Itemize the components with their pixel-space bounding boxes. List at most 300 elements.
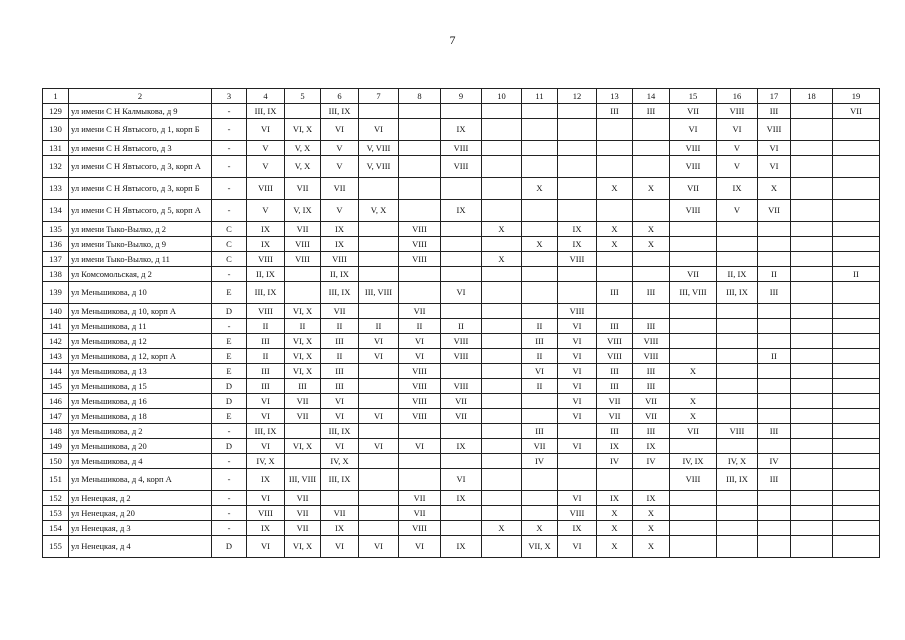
table-cell: III, VIII: [670, 282, 717, 304]
table-cell: [717, 222, 758, 237]
table-cell: III, IX: [321, 469, 359, 491]
table-cell: VIII: [597, 334, 633, 349]
table-cell: [633, 200, 670, 222]
table-cell: [833, 454, 880, 469]
col-header: 16: [717, 89, 758, 104]
table-cell: VI, X: [285, 439, 321, 454]
table-cell: [833, 178, 880, 200]
table-cell: IX: [441, 439, 482, 454]
table-cell: VI, X: [285, 349, 321, 364]
table-cell: [597, 469, 633, 491]
table-cell: VI: [399, 536, 441, 558]
table-cell: [399, 119, 441, 141]
table-cell: II: [758, 349, 791, 364]
table-row: [43, 237, 880, 252]
table-cell: IX: [321, 222, 359, 237]
table-cell: D: [212, 379, 247, 394]
table-cell: D: [212, 304, 247, 319]
table-cell: X: [670, 409, 717, 424]
table-cell: X: [633, 237, 670, 252]
col-header: 8: [399, 89, 441, 104]
table-cell: III: [321, 364, 359, 379]
table-cell: [758, 409, 791, 424]
table-cell: IX: [247, 222, 285, 237]
table-cell: [522, 267, 558, 282]
table-cell: [633, 304, 670, 319]
table-cell: VIII: [597, 349, 633, 364]
table-cell: [482, 319, 522, 334]
table-cell: III, IX: [321, 104, 359, 119]
table-cell: VI: [558, 379, 597, 394]
table-body: [43, 104, 880, 558]
table-row: [43, 304, 880, 319]
table-cell: [758, 506, 791, 521]
table-cell: [359, 424, 399, 439]
table-cell: III, IX: [717, 282, 758, 304]
table-cell: [558, 178, 597, 200]
table-cell: II: [247, 349, 285, 364]
table-cell: II: [247, 319, 285, 334]
table-cell: [522, 506, 558, 521]
table-cell: IX: [558, 237, 597, 252]
table-cell: [791, 379, 833, 394]
table-cell: VI: [558, 364, 597, 379]
table-cell: IX: [441, 200, 482, 222]
table-cell: X: [482, 521, 522, 536]
table-cell: VI: [247, 439, 285, 454]
table-cell: [833, 364, 880, 379]
table-cell: [833, 536, 880, 558]
table-cell: [597, 141, 633, 156]
table-cell: X: [482, 222, 522, 237]
table-cell: -: [212, 119, 247, 141]
table-cell: D: [212, 439, 247, 454]
table-cell: [833, 491, 880, 506]
table-cell: II, IX: [247, 267, 285, 282]
table-cell: [399, 454, 441, 469]
table-cell: -: [212, 267, 247, 282]
table-cell: VI: [247, 119, 285, 141]
table-cell: [558, 119, 597, 141]
table-cell: VI: [359, 334, 399, 349]
table-cell: C: [212, 252, 247, 267]
address-cell: ул Ненецкая, д 20: [69, 506, 212, 521]
table-cell: III, VIII: [285, 469, 321, 491]
table-cell: [633, 141, 670, 156]
address-cell: ул имени Тыко-Вылко, д 11: [69, 252, 212, 267]
table-cell: [359, 469, 399, 491]
table-cell: III, IX: [247, 104, 285, 119]
table-cell: VII: [285, 491, 321, 506]
table-cell: [482, 119, 522, 141]
table-cell: E: [212, 334, 247, 349]
table-cell: [558, 104, 597, 119]
table-cell: VIII: [558, 252, 597, 267]
table-cell: [717, 506, 758, 521]
address-cell: ул имени Тыко-Вылко, д 2: [69, 222, 212, 237]
table-cell: [791, 156, 833, 178]
table-cell: IX: [247, 521, 285, 536]
table-cell: [791, 454, 833, 469]
row-number-cell: 146: [43, 394, 69, 409]
table-cell: [597, 200, 633, 222]
table-cell: [791, 536, 833, 558]
table-cell: [791, 439, 833, 454]
table-cell: [717, 334, 758, 349]
table-cell: [670, 349, 717, 364]
table-cell: [441, 104, 482, 119]
address-cell: ул Меньшикова, д 13: [69, 364, 212, 379]
table-cell: V, IX: [285, 200, 321, 222]
table-cell: III, IX: [247, 424, 285, 439]
table-cell: [791, 178, 833, 200]
table-cell: X: [633, 178, 670, 200]
table-cell: [399, 282, 441, 304]
table-cell: [791, 424, 833, 439]
table-cell: [791, 364, 833, 379]
address-cell: ул Меньшикова, д 2: [69, 424, 212, 439]
table-cell: [482, 104, 522, 119]
table-cell: VII: [285, 222, 321, 237]
table-cell: V: [717, 156, 758, 178]
table-cell: [633, 119, 670, 141]
table-cell: X: [597, 506, 633, 521]
table-cell: -: [212, 319, 247, 334]
table-cell: VI, X: [285, 304, 321, 319]
table-cell: VIII: [399, 379, 441, 394]
table-cell: V: [717, 200, 758, 222]
table-cell: [441, 267, 482, 282]
table-cell: VII: [670, 424, 717, 439]
row-number-cell: 143: [43, 349, 69, 364]
col-header: 2: [69, 89, 212, 104]
table-cell: X: [522, 237, 558, 252]
table-cell: [558, 267, 597, 282]
table-cell: [522, 394, 558, 409]
table-cell: VIII: [717, 424, 758, 439]
table-cell: [717, 536, 758, 558]
table-cell: [791, 200, 833, 222]
table-cell: VII: [670, 178, 717, 200]
table-row: [43, 349, 880, 364]
table-cell: [833, 394, 880, 409]
table-cell: VII: [522, 439, 558, 454]
table-row: [43, 222, 880, 237]
table-cell: [482, 506, 522, 521]
address-cell: ул имени С Н Явтысого, д 5, корп А: [69, 200, 212, 222]
table-cell: [482, 304, 522, 319]
table-cell: IX: [633, 491, 670, 506]
table-cell: X: [633, 521, 670, 536]
table-cell: III: [633, 424, 670, 439]
table-cell: VI: [558, 394, 597, 409]
table-cell: [758, 439, 791, 454]
table-cell: [758, 536, 791, 558]
table-cell: VI: [399, 334, 441, 349]
table-cell: [359, 506, 399, 521]
table-row: [43, 334, 880, 349]
table-cell: VII, X: [522, 536, 558, 558]
table-cell: V: [321, 141, 359, 156]
table-cell: VII: [399, 491, 441, 506]
table-cell: IX: [441, 536, 482, 558]
table-cell: [833, 469, 880, 491]
table-cell: X: [597, 222, 633, 237]
table-cell: [441, 364, 482, 379]
table-cell: [833, 424, 880, 439]
table-cell: IV, X: [717, 454, 758, 469]
table-cell: V, VIII: [359, 141, 399, 156]
table-cell: VII: [441, 409, 482, 424]
table-cell: II: [522, 379, 558, 394]
table-cell: [758, 364, 791, 379]
row-number-cell: 133: [43, 178, 69, 200]
table-cell: E: [212, 409, 247, 424]
table-cell: II: [321, 349, 359, 364]
table-cell: VI: [359, 119, 399, 141]
table-cell: [717, 379, 758, 394]
table-cell: C: [212, 222, 247, 237]
row-number-cell: 149: [43, 439, 69, 454]
table-cell: V: [321, 156, 359, 178]
table-cell: X: [597, 521, 633, 536]
row-number-cell: 140: [43, 304, 69, 319]
table-cell: [522, 222, 558, 237]
row-number-cell: 154: [43, 521, 69, 536]
table-cell: [359, 304, 399, 319]
table-row: [43, 252, 880, 267]
table-cell: VI: [359, 409, 399, 424]
address-cell: ул Комсомольская, д 2: [69, 267, 212, 282]
table-cell: VII: [633, 409, 670, 424]
address-cell: ул Меньшикова, д 15: [69, 379, 212, 394]
table-cell: III: [758, 282, 791, 304]
table-cell: V: [717, 141, 758, 156]
table-row: [43, 506, 880, 521]
table-cell: VIII: [285, 252, 321, 267]
table-cell: [833, 349, 880, 364]
table-cell: VII: [670, 104, 717, 119]
table-cell: [758, 521, 791, 536]
table-cell: [758, 237, 791, 252]
table-cell: VIII: [441, 379, 482, 394]
table-cell: [399, 469, 441, 491]
table-cell: VIII: [441, 334, 482, 349]
table-cell: [441, 237, 482, 252]
table-cell: [717, 237, 758, 252]
row-number-cell: 131: [43, 141, 69, 156]
table-cell: V: [247, 156, 285, 178]
table-cell: -: [212, 200, 247, 222]
table-cell: IX: [441, 119, 482, 141]
table-cell: -: [212, 178, 247, 200]
table-cell: [791, 252, 833, 267]
table-cell: [717, 394, 758, 409]
row-number-cell: 155: [43, 536, 69, 558]
address-cell: ул имени Тыко-Вылко, д 9: [69, 237, 212, 252]
table-cell: III: [247, 364, 285, 379]
table-cell: -: [212, 141, 247, 156]
table-cell: VIII: [399, 409, 441, 424]
table-cell: VII: [321, 178, 359, 200]
table-cell: [359, 454, 399, 469]
table-cell: IX: [247, 469, 285, 491]
table-cell: III: [597, 379, 633, 394]
address-cell: ул Меньшикова, д 10: [69, 282, 212, 304]
table-cell: [791, 237, 833, 252]
table-cell: [791, 521, 833, 536]
table-cell: E: [212, 364, 247, 379]
col-header: 3: [212, 89, 247, 104]
table-cell: IX: [597, 491, 633, 506]
table-cell: VI: [247, 491, 285, 506]
col-header: 7: [359, 89, 399, 104]
row-number-cell: 152: [43, 491, 69, 506]
table-cell: II: [833, 267, 880, 282]
table-row: [43, 469, 880, 491]
table-cell: [670, 319, 717, 334]
address-cell: ул имени С Н Явтысого, д 3, корп А: [69, 156, 212, 178]
table-cell: III: [758, 424, 791, 439]
col-header: 13: [597, 89, 633, 104]
address-cell: ул Меньшикова, д 11: [69, 319, 212, 334]
table-row: [43, 536, 880, 558]
table-cell: VI: [359, 349, 399, 364]
table-cell: [717, 304, 758, 319]
col-header: 6: [321, 89, 359, 104]
table-cell: [758, 304, 791, 319]
table-cell: III, IX: [717, 469, 758, 491]
table-cell: VI, X: [285, 364, 321, 379]
table-row: [43, 267, 880, 282]
table-cell: [597, 267, 633, 282]
table-cell: IX: [597, 439, 633, 454]
table-cell: X: [670, 394, 717, 409]
table-row: [43, 319, 880, 334]
table-cell: [441, 521, 482, 536]
table-cell: X: [670, 364, 717, 379]
row-number-cell: 132: [43, 156, 69, 178]
table-cell: IX: [321, 521, 359, 536]
table-cell: III: [597, 104, 633, 119]
table-cell: [441, 454, 482, 469]
table-cell: [791, 222, 833, 237]
table-cell: [441, 506, 482, 521]
table-cell: X: [597, 536, 633, 558]
table-cell: [482, 424, 522, 439]
table-cell: II, IX: [717, 267, 758, 282]
table-cell: VIII: [247, 252, 285, 267]
table-cell: [399, 156, 441, 178]
table-cell: [717, 319, 758, 334]
col-header: 10: [482, 89, 522, 104]
table-cell: VIII: [717, 104, 758, 119]
table-cell: [558, 200, 597, 222]
table-cell: VII: [321, 506, 359, 521]
table-cell: [670, 491, 717, 506]
col-header: 15: [670, 89, 717, 104]
table-cell: [482, 439, 522, 454]
table-cell: [791, 119, 833, 141]
table-cell: [833, 252, 880, 267]
table-row: [43, 379, 880, 394]
table-cell: III: [758, 469, 791, 491]
table-cell: III: [633, 282, 670, 304]
table-row: [43, 424, 880, 439]
table-cell: VII: [285, 178, 321, 200]
table-cell: VII: [670, 267, 717, 282]
table-cell: [482, 454, 522, 469]
table-cell: [670, 252, 717, 267]
table-cell: [482, 536, 522, 558]
table-cell: [441, 304, 482, 319]
table-cell: [285, 454, 321, 469]
table-cell: [791, 104, 833, 119]
table-cell: [359, 394, 399, 409]
row-number-cell: 137: [43, 252, 69, 267]
col-header: 11: [522, 89, 558, 104]
table-cell: [670, 506, 717, 521]
table-cell: -: [212, 104, 247, 119]
table-cell: [670, 521, 717, 536]
table-cell: [482, 349, 522, 364]
table-cell: III, IX: [321, 424, 359, 439]
header-row: [43, 89, 880, 104]
table-cell: III: [597, 282, 633, 304]
table-cell: X: [633, 536, 670, 558]
table-cell: III: [633, 104, 670, 119]
table-cell: II: [359, 319, 399, 334]
table-cell: [482, 469, 522, 491]
table-cell: [833, 222, 880, 237]
table-cell: VIII: [633, 349, 670, 364]
table-cell: [399, 200, 441, 222]
table-cell: [359, 521, 399, 536]
address-cell: ул Ненецкая, д 2: [69, 491, 212, 506]
row-number-cell: 145: [43, 379, 69, 394]
table-cell: VI: [717, 119, 758, 141]
table-cell: [758, 334, 791, 349]
table-cell: II: [522, 349, 558, 364]
table-cell: III: [758, 104, 791, 119]
col-header: 4: [247, 89, 285, 104]
table-cell: V: [247, 200, 285, 222]
table-cell: [482, 200, 522, 222]
table-cell: IV: [758, 454, 791, 469]
table-cell: [482, 156, 522, 178]
table-cell: [399, 104, 441, 119]
table-cell: [321, 491, 359, 506]
table-cell: [670, 439, 717, 454]
table-cell: VIII: [399, 237, 441, 252]
table-cell: [791, 506, 833, 521]
table-cell: [670, 334, 717, 349]
col-header: 18: [791, 89, 833, 104]
table-cell: V, X: [285, 156, 321, 178]
table-cell: VI: [558, 334, 597, 349]
table-cell: VI: [670, 119, 717, 141]
table-cell: VII: [285, 521, 321, 536]
table-row: [43, 409, 880, 424]
table-cell: [633, 156, 670, 178]
table-cell: [522, 141, 558, 156]
table-cell: V: [247, 141, 285, 156]
table-cell: VII: [285, 394, 321, 409]
table-cell: VI: [321, 409, 359, 424]
table-cell: VIII: [321, 252, 359, 267]
table-cell: III, IX: [247, 282, 285, 304]
table-cell: [597, 304, 633, 319]
